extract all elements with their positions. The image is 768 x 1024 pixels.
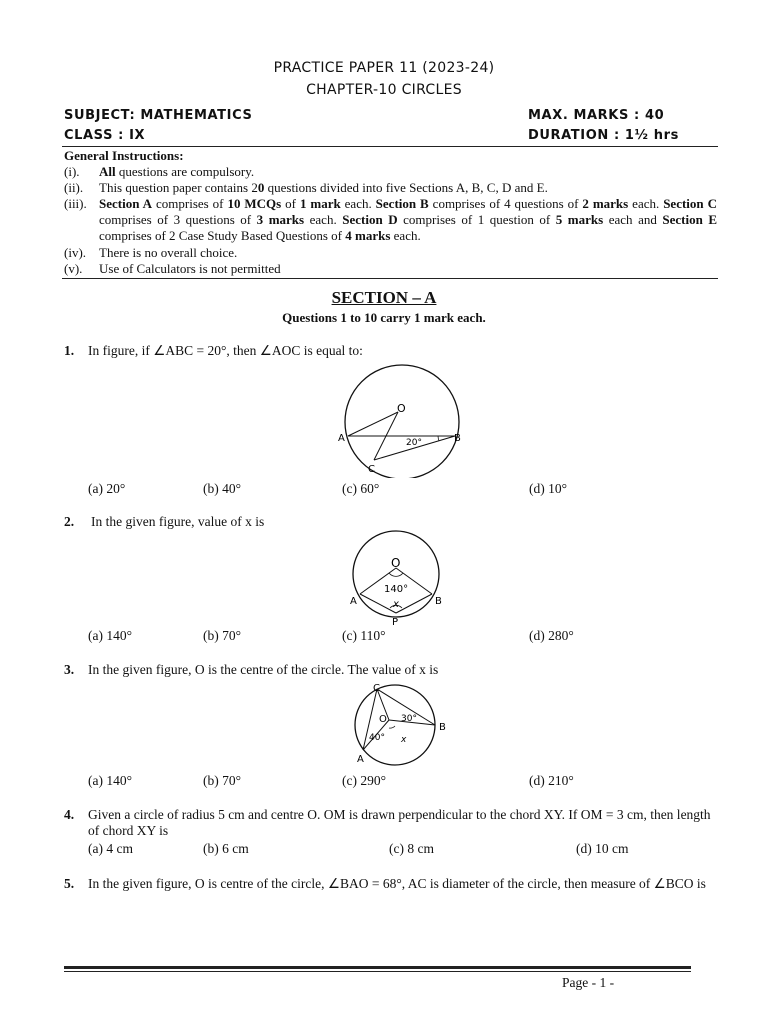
label-a: A [338,433,345,444]
chapter-title: CHAPTER-10 CIRCLES [306,82,462,98]
label-b: B [454,433,461,444]
instructions-divider [62,278,718,279]
option-c[interactable]: (c) 8 cm [389,841,434,856]
instruction-item: Use of Calculators is not permitted [99,261,281,276]
page-number: Page - 1 - [562,975,615,990]
option-a[interactable]: (a) 4 cm [88,841,133,856]
angle-label-40: 40° [369,733,385,743]
question-text: In the given figure, O is centre of the circle, ∠BAO = 68°, AC is diameter of the circle, then measure of ∠BCO is [88,876,706,891]
option-d[interactable]: (d) 280° [529,628,574,643]
angle-arc-x [389,726,395,728]
label-b: B [435,596,442,607]
label-o: O [391,556,401,570]
angle-label: 140° [384,584,409,595]
figure-circle [345,365,459,478]
option-b[interactable]: (b) 70° [203,773,242,788]
label-b: B [439,722,446,733]
footer-rule-thick [64,966,691,969]
instruction-num: (iii). [64,196,87,211]
angle-arc [438,436,439,441]
figure-circle [355,685,435,765]
label-p: P [392,617,399,628]
question-number: 4. [64,807,75,822]
question-text: In the given figure, O is the centre of the circle. The value of x is [88,662,439,677]
instructions-heading: General Instructions: [64,148,184,163]
option-a[interactable]: (a) 140° [88,773,133,788]
instruction-item: Section A comprises of 10 MCQs of 1 mark each. Section B comprises of 4 questions of 2 marks each. Section C comprises of 3 questions of 3 marks each. Section D comprises of 1 question of 5 marks each and Section E comprises of 2 Case Study Based Questions of 4 marks each. [99,196,718,243]
option-d[interactable]: (d) 10° [529,481,568,496]
option-d[interactable]: (d) 210° [529,773,574,788]
label-c: C [368,464,375,475]
max-marks-label: MAX. MARKS : 40 [528,108,665,123]
option-c[interactable]: (c) 110° [342,628,386,643]
label-o: O [397,402,406,415]
segment-ao [348,412,398,436]
subject-label: SUBJECT: MATHEMATICS [64,108,253,123]
angle-label: 20° [406,438,422,448]
option-b[interactable]: (b) 70° [203,628,242,643]
instruction-num: (iv). [64,245,87,260]
option-b[interactable]: (b) 40° [203,481,242,496]
instruction-item: All questions are compulsory. [99,164,255,179]
question-number: 5. [64,876,75,891]
section-subtitle: Questions 1 to 10 carry 1 mark each. [282,310,486,325]
figure-q2 [340,526,450,628]
instruction-num: (i). [64,164,80,179]
option-c[interactable]: (c) 60° [342,481,380,496]
question-text: In the given figure, value of x is [91,514,265,529]
footer-rule-thin [64,971,691,972]
class-label: CLASS : IX [64,128,146,143]
label-x: x [393,599,399,610]
angle-label-30: 30° [401,714,417,724]
label-o: O [379,714,387,725]
question-number: 1. [64,343,75,358]
option-d[interactable]: (d) 10 cm [576,841,629,856]
option-b[interactable]: (b) 6 cm [203,841,249,856]
option-a[interactable]: (a) 20° [88,481,126,496]
instruction-item: There is no overall choice. [99,245,238,260]
question-text: Given a circle of radius 5 cm and centre O. OM is drawn perpendicular to the chord XY. If OM = 3 cm, then length of chord XY is [88,807,711,838]
label-a: A [357,754,364,765]
instruction-item: This question paper contains 20 questions divided into five Sections A, B, C, D and E. [99,180,548,195]
instruction-num: (v). [64,261,83,276]
option-c[interactable]: (c) 290° [342,773,387,788]
label-a: A [350,596,357,607]
instruction-num: (ii). [64,180,84,195]
angle-arc-o [389,573,403,576]
figure-q3 [345,680,460,770]
figure-q1 [330,360,470,478]
question-number: 3. [64,662,75,677]
question-number: 2. [64,514,75,529]
section-title: SECTION – A [331,288,437,307]
label-c: C [373,683,380,694]
header-divider [62,146,718,147]
question-text: In figure, if ∠ABC = 20°, then ∠AOC is equal to: [88,343,363,358]
paper-title: PRACTICE PAPER 11 (2023-24) [273,60,495,76]
duration-label: DURATION : 1½ hrs [528,128,679,143]
label-x: x [401,735,407,745]
option-a[interactable]: (a) 140° [88,628,133,643]
